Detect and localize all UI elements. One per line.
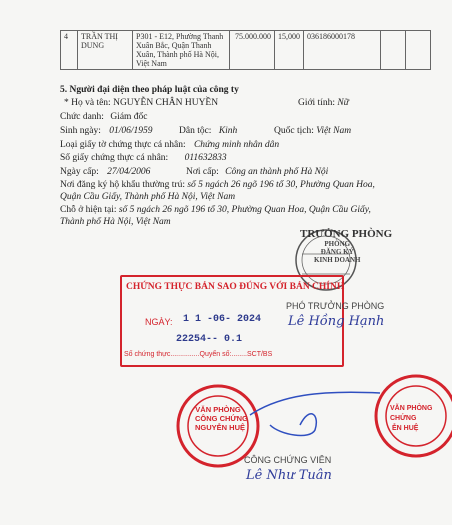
rep-name-line — [64, 97, 218, 109]
issue-label: Ngày cấp: — [60, 167, 99, 177]
member-address: P301 - E12, Phường Thanh Xuân Bắc, Quận Thanh Xuân, Thành phố Hà Nội, Việt Nam — [133, 31, 230, 70]
row-number: 4 — [61, 31, 78, 70]
table-row — [61, 31, 431, 70]
gender-label: Giới tính: — [298, 98, 335, 108]
title-line — [60, 111, 148, 123]
dob-value: 01/06/1959 — [109, 126, 153, 136]
gender-value: Nữ — [337, 98, 349, 108]
nation-label: Quốc tịch: — [274, 126, 314, 136]
name-label: * Họ và tên: — [64, 98, 111, 108]
head-of-office: TRƯỞNG PHÒNG — [300, 228, 393, 240]
cert-date: 1 1 -06- 2024 — [183, 314, 262, 325]
place-line — [186, 166, 328, 178]
dob-line — [60, 125, 153, 137]
member-name: TRẦN THỊ DUNG — [78, 31, 133, 70]
stamp-text — [314, 240, 360, 264]
cert-register-line: Số chứng thực...............Quyển số:........SCT/BS — [124, 351, 273, 358]
svg-text:VĂN PHÒNG: VĂN PHÒNG — [390, 405, 433, 412]
rep-name: NGUYỄN CHÂN HUYỀN — [113, 98, 219, 108]
deputy-name: Lê Hồng Hạnh — [288, 314, 385, 329]
seal-line-3: NGUYỄN HUỆ — [195, 423, 246, 432]
current-label: Chỗ ở hiện tại: — [60, 205, 117, 215]
current-value-1: số 5 ngách 26 ngõ 196 tổ 30, Phường Quan Hoa, Quận Cầu Giấy, — [118, 205, 371, 215]
issue-line — [60, 166, 150, 178]
seal-text — [195, 405, 248, 432]
notary-title: CÔNG CHỨNG VIÊN — [244, 455, 332, 465]
seal-line-1: VĂN PHÒNG — [195, 405, 241, 414]
cert-number: 22254-- 0.1 — [176, 334, 243, 345]
nation-line — [274, 125, 351, 137]
title-value: Giám đốc — [110, 112, 148, 122]
ethnic-line — [179, 125, 237, 137]
nation-value: Việt Nam — [316, 126, 352, 136]
seal-line-2: CÔNG CHỨNG — [195, 414, 248, 423]
idtype-label: Loại giấy tờ chứng thực cá nhân: — [60, 140, 186, 150]
id-number: 036186000178 — [304, 31, 381, 70]
perm-label: Nơi đăng ký hộ khẩu thường trú: — [60, 180, 185, 190]
perm-value-2: Quận Cầu Giấy, Thành phố Hà Nội, Việt Nam — [60, 192, 236, 202]
perm-value-1: số 5 ngách 26 ngõ 196 tổ 30, Phường Quan Hoa, — [187, 180, 375, 190]
cert-title: CHỨNG THỰC BẢN SAO ĐÚNG VỚI BẢN CHÍNH — [126, 282, 345, 292]
svg-text:ỄN HUỆ: ỄN HUỆ — [392, 425, 419, 432]
capital-amount: 75.000.000 — [230, 31, 275, 70]
stamp-line-2: ĐĂNG KÝ — [320, 248, 354, 256]
idtype-line — [60, 139, 279, 151]
idno-value: 011632833 — [184, 153, 227, 163]
place-label: Nơi cấp: — [186, 167, 219, 177]
issue-value: 27/04/2006 — [107, 167, 151, 177]
current-value-2: Thành phố Hà Nội, Việt Nam — [60, 217, 171, 227]
capital-percent: 15,000 — [275, 31, 304, 70]
stamp-line-3: KINH DOANH — [314, 256, 361, 264]
title-label: Chức danh: — [60, 112, 104, 122]
notary-signature — [240, 385, 390, 445]
perm-line — [60, 179, 375, 191]
members-table — [60, 30, 431, 70]
idno-line — [60, 152, 227, 164]
svg-text:CHỨNG: CHỨNG — [390, 415, 417, 422]
blank-cell — [381, 31, 406, 70]
idtype-value: Chứng minh nhân dân — [193, 140, 280, 150]
notary-name: Lê Như Tuân — [246, 468, 332, 483]
deputy-title: PHÓ TRƯỞNG PHÒNG — [286, 301, 385, 311]
stamp-line-1: PHÒNG — [324, 240, 351, 248]
ethnic-label: Dân tộc: — [179, 126, 212, 136]
cert-date-label: NGÀY: — [145, 317, 173, 327]
place-value: Công an thành phố Hà Nội — [225, 167, 329, 177]
gender-line — [298, 97, 349, 109]
ethnic-value: Kinh — [218, 126, 238, 136]
blank-cell — [406, 31, 431, 70]
idno-label: Số giấy chứng thực cá nhân: — [60, 153, 169, 163]
dob-label: Sinh ngày: — [60, 126, 101, 136]
section-heading: 5. Người đại diện theo pháp luật của công ty — [60, 85, 239, 95]
current-line — [60, 204, 371, 216]
